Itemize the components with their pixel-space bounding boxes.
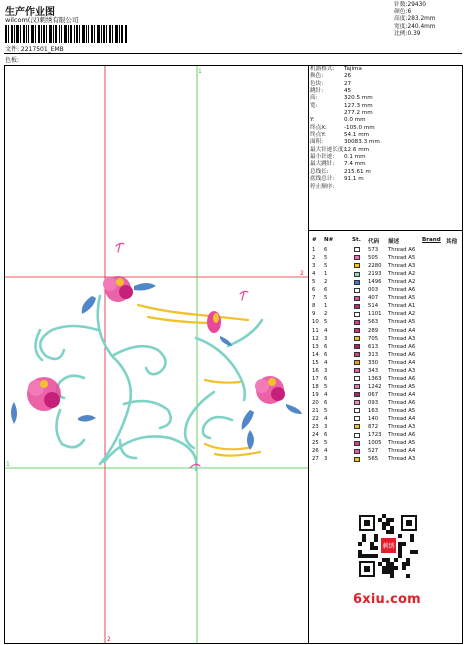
info-value: 12.6 mm bbox=[344, 146, 370, 153]
color-index: 9 bbox=[312, 311, 316, 318]
color-table-row bbox=[310, 327, 463, 335]
qr-module bbox=[390, 526, 394, 530]
axis2-bottom-label: 2 bbox=[107, 636, 111, 643]
color-desc: Thread A5 bbox=[388, 255, 416, 262]
info-value: 127.3 mm bbox=[344, 102, 373, 109]
qr-module bbox=[390, 530, 394, 534]
col-index: # bbox=[312, 237, 317, 243]
qr-module bbox=[390, 518, 394, 522]
qr-module bbox=[374, 546, 378, 550]
qr-module bbox=[386, 562, 390, 566]
color-index: 19 bbox=[312, 391, 319, 398]
info-key: 底线总计: bbox=[310, 176, 335, 183]
info-value: Tajima bbox=[344, 66, 362, 72]
color-needle: 4 bbox=[324, 359, 328, 366]
color-table-row bbox=[310, 262, 463, 270]
color-desc: Thread A6 bbox=[388, 399, 416, 406]
qr-module bbox=[378, 562, 382, 566]
color-desc: Thread A6 bbox=[388, 432, 416, 439]
flower-left bbox=[27, 377, 61, 411]
info-row bbox=[310, 95, 463, 102]
stat-width: 宽度:240.4mm bbox=[394, 23, 436, 30]
info-row bbox=[310, 73, 463, 80]
col-other: 其他 bbox=[446, 239, 458, 245]
color-swatch bbox=[354, 312, 360, 317]
flower-right bbox=[255, 376, 285, 404]
qr-module bbox=[386, 566, 390, 570]
color-needle: 2 bbox=[324, 279, 328, 286]
info-value: 320.5 mm bbox=[344, 95, 373, 102]
color-swatch bbox=[354, 457, 360, 462]
color-needle: 4 bbox=[324, 416, 328, 423]
color-needle: 6 bbox=[324, 375, 328, 382]
color-table-row bbox=[310, 367, 463, 375]
color-code: 093 bbox=[368, 399, 379, 406]
color-needle: 4 bbox=[324, 391, 328, 398]
color-desc: Thread A6 bbox=[388, 247, 416, 253]
flower-top bbox=[103, 276, 133, 302]
color-table-row bbox=[310, 351, 463, 359]
color-swatch bbox=[354, 247, 360, 252]
qr-module bbox=[370, 546, 374, 550]
info-row bbox=[310, 161, 463, 168]
color-needle: 6 bbox=[324, 343, 328, 350]
color-needle: 5 bbox=[324, 295, 328, 302]
info-value: 30083.3 mm bbox=[344, 139, 380, 146]
color-code: 003 bbox=[368, 287, 379, 294]
color-index: 6 bbox=[312, 287, 316, 294]
color-desc: Thread A6 bbox=[388, 287, 416, 294]
color-code: 573 bbox=[368, 247, 379, 253]
qr-module bbox=[390, 574, 394, 578]
color-index: 24 bbox=[312, 432, 319, 439]
info-value: 91.1 m bbox=[344, 176, 364, 183]
color-table-row bbox=[310, 310, 463, 318]
info-key: 跳针: bbox=[310, 88, 324, 95]
color-swatch bbox=[354, 320, 360, 325]
info-key: 停止顺序: bbox=[310, 183, 335, 190]
color-swatch bbox=[354, 255, 360, 260]
color-swatch bbox=[354, 360, 360, 365]
color-index: 8 bbox=[312, 303, 316, 310]
color-index: 15 bbox=[312, 359, 319, 366]
color-index: 3 bbox=[312, 263, 316, 270]
color-needle: 2 bbox=[324, 311, 328, 318]
qr-module bbox=[382, 570, 386, 574]
color-needle: 3 bbox=[324, 456, 328, 463]
info-key: 面积: bbox=[310, 139, 324, 146]
color-needle: 3 bbox=[324, 367, 328, 374]
qr-module bbox=[406, 562, 410, 566]
color-desc: Thread A6 bbox=[388, 375, 416, 382]
qr-module bbox=[386, 530, 390, 534]
qr-module bbox=[362, 534, 366, 538]
color-table-row bbox=[310, 391, 463, 399]
color-table-row bbox=[310, 447, 463, 455]
info-value: 54.1 mm bbox=[344, 132, 370, 139]
info-key: 宽: bbox=[310, 102, 318, 109]
color-swatch bbox=[354, 263, 360, 268]
color-swatch bbox=[354, 424, 360, 429]
info-row bbox=[310, 184, 463, 191]
info-value: 215.61 m bbox=[344, 168, 371, 175]
qr-module bbox=[410, 534, 414, 538]
color-needle: 5 bbox=[324, 319, 328, 326]
qr-module bbox=[394, 566, 398, 570]
color-code: 1496 bbox=[368, 279, 382, 286]
qr-module bbox=[386, 570, 390, 574]
qr-module bbox=[370, 542, 374, 546]
qr-module bbox=[402, 542, 406, 546]
color-code: 067 bbox=[368, 391, 379, 398]
qr-module bbox=[382, 558, 386, 562]
color-code: 407 bbox=[368, 295, 379, 302]
qr-module bbox=[386, 518, 390, 522]
color-code: 163 bbox=[368, 408, 379, 414]
col-brand: Brand bbox=[422, 237, 441, 243]
color-desc: Thread A3 bbox=[388, 367, 416, 374]
qr-module bbox=[390, 566, 394, 570]
info-row bbox=[310, 88, 463, 95]
color-desc: Thread A5 bbox=[388, 408, 416, 414]
color-table-row bbox=[310, 254, 463, 262]
qr-module bbox=[374, 534, 378, 538]
qr-badge-text: 刺绣 bbox=[382, 543, 395, 550]
info-value: 45 bbox=[344, 88, 352, 95]
color-index: 23 bbox=[312, 424, 319, 431]
qr-module bbox=[402, 562, 406, 566]
color-index: 26 bbox=[312, 448, 319, 455]
info-row bbox=[310, 139, 463, 146]
file-name: 文件: 2217501_EMB bbox=[5, 46, 64, 53]
color-index: 20 bbox=[312, 399, 319, 406]
color-index: 27 bbox=[312, 456, 319, 463]
info-row bbox=[310, 103, 463, 110]
info-key: 换色: bbox=[310, 73, 324, 80]
color-table-row bbox=[310, 407, 463, 415]
color-needle: 5 bbox=[324, 440, 328, 447]
color-desc: Thread A6 bbox=[388, 351, 416, 358]
page-title: 生产作业图 bbox=[5, 7, 55, 18]
info-value: 277.2 mm bbox=[344, 110, 373, 117]
color-needle: 3 bbox=[324, 335, 328, 342]
color-table-row bbox=[310, 375, 463, 383]
color-desc: Thread A1 bbox=[388, 303, 416, 310]
color-code: 1242 bbox=[368, 383, 382, 390]
color-code: 1363 bbox=[368, 375, 382, 382]
info-key: Y: bbox=[310, 117, 315, 124]
info-value: -105.0 mm bbox=[344, 124, 375, 131]
qr-module bbox=[390, 562, 394, 566]
stat-colors: 颜色:6 bbox=[394, 9, 412, 16]
color-code: 2280 bbox=[368, 263, 382, 270]
color-needle: 6 bbox=[324, 432, 328, 439]
qr-module bbox=[398, 542, 402, 546]
qr-module bbox=[366, 554, 370, 558]
color-swatch bbox=[354, 416, 360, 421]
color-code: 565 bbox=[368, 456, 379, 463]
qr-module bbox=[398, 534, 402, 538]
qr-module bbox=[358, 550, 362, 554]
color-code: 505 bbox=[368, 255, 379, 262]
info-key: 终点Y: bbox=[310, 132, 326, 139]
info-row bbox=[310, 66, 463, 73]
color-table-row bbox=[310, 359, 463, 367]
axis1-top-label: 1 bbox=[198, 68, 202, 75]
color-desc: Thread A6 bbox=[388, 343, 416, 350]
color-swatch bbox=[354, 336, 360, 341]
color-needle: 3 bbox=[324, 424, 328, 431]
info-value: 0.1 mm bbox=[344, 154, 366, 161]
color-code: 527 bbox=[368, 448, 379, 455]
color-index: 4 bbox=[312, 271, 316, 278]
color-needle: 6 bbox=[324, 247, 328, 253]
qr-module bbox=[358, 554, 362, 558]
color-swatch bbox=[354, 433, 360, 438]
qr-module bbox=[386, 522, 390, 526]
info-row bbox=[310, 125, 463, 132]
color-needle: 4 bbox=[324, 327, 328, 334]
color-table-header bbox=[310, 237, 463, 245]
qr-module bbox=[390, 570, 394, 574]
info-row bbox=[310, 176, 463, 183]
qr-module bbox=[398, 546, 402, 550]
color-index: 22 bbox=[312, 416, 319, 423]
qr-module bbox=[370, 554, 374, 558]
color-swatch bbox=[354, 344, 360, 349]
color-swatch bbox=[354, 296, 360, 301]
color-index: 17 bbox=[312, 375, 319, 382]
info-value: 26 bbox=[344, 73, 352, 80]
col-stop: St. bbox=[352, 237, 361, 243]
color-table-row bbox=[310, 415, 463, 423]
color-table-row bbox=[310, 270, 463, 278]
qr-module bbox=[398, 554, 402, 558]
flower-bud bbox=[207, 311, 221, 333]
info-key: 色块: bbox=[310, 80, 324, 87]
color-swatch bbox=[354, 441, 360, 446]
color-needle: 6 bbox=[324, 351, 328, 358]
color-code: 330 bbox=[368, 359, 379, 366]
color-index: 7 bbox=[312, 295, 316, 302]
color-index: 14 bbox=[312, 351, 319, 358]
color-table-row bbox=[310, 294, 463, 302]
stat-height: 高度:283.2mm bbox=[394, 16, 436, 23]
color-swatch bbox=[354, 408, 360, 413]
color-code: 563 bbox=[368, 319, 379, 326]
qr-module bbox=[382, 566, 386, 570]
info-value: 0.0 mm bbox=[344, 117, 366, 124]
color-needle: 1 bbox=[324, 303, 328, 310]
qr-module bbox=[398, 550, 402, 554]
color-swatch bbox=[354, 368, 360, 373]
color-table-row bbox=[310, 318, 463, 326]
info-row bbox=[310, 132, 463, 139]
color-table-row bbox=[310, 246, 463, 254]
color-desc: Thread A3 bbox=[388, 424, 416, 431]
info-key: 机器格式: bbox=[310, 66, 335, 72]
color-needle: 5 bbox=[324, 255, 328, 262]
color-code: 343 bbox=[368, 367, 379, 374]
color-swatch bbox=[354, 280, 360, 285]
info-value bbox=[342, 184, 344, 191]
qr-module bbox=[414, 550, 418, 554]
color-desc: Thread A4 bbox=[388, 416, 416, 423]
qr-module bbox=[382, 522, 386, 526]
color-desc: Thread A3 bbox=[388, 335, 416, 342]
color-swatch bbox=[354, 288, 360, 293]
col-desc: 描述 bbox=[388, 239, 400, 245]
info-row bbox=[310, 110, 463, 117]
color-code: 2193 bbox=[368, 271, 382, 278]
qr-module bbox=[406, 558, 410, 562]
qr-module bbox=[410, 538, 414, 542]
info-row bbox=[310, 117, 463, 124]
color-desc: Thread A2 bbox=[388, 271, 416, 278]
info-key: 最大针迹长度: bbox=[310, 146, 346, 153]
color-table-row bbox=[310, 343, 463, 351]
color-index: 21 bbox=[312, 408, 319, 414]
color-desc: Thread A4 bbox=[388, 448, 416, 455]
color-table-row bbox=[310, 439, 463, 447]
info-value: 7.4 mm bbox=[344, 161, 366, 168]
color-table-row bbox=[310, 431, 463, 439]
qr-module bbox=[358, 542, 362, 546]
color-desc: Thread A5 bbox=[388, 319, 416, 326]
color-swatch bbox=[354, 352, 360, 357]
stat-stitches: 针数:29430 bbox=[394, 2, 426, 8]
color-needle: 5 bbox=[324, 408, 328, 414]
color-index: 25 bbox=[312, 440, 319, 447]
qr-module bbox=[374, 554, 378, 558]
color-index: 18 bbox=[312, 383, 319, 390]
qr-module bbox=[386, 558, 390, 562]
color-needle: 4 bbox=[324, 448, 328, 455]
axis1-left-label: 1 bbox=[6, 461, 10, 468]
color-desc: Thread A4 bbox=[388, 327, 416, 334]
qr-module bbox=[362, 554, 366, 558]
color-table-row bbox=[310, 383, 463, 391]
color-index: 16 bbox=[312, 367, 319, 374]
color-code: 514 bbox=[368, 303, 379, 310]
color-code: 1101 bbox=[368, 311, 382, 318]
info-key: 终点X: bbox=[310, 124, 327, 131]
color-index: 2 bbox=[312, 255, 316, 262]
watermark-text: 6xiu.com bbox=[353, 592, 421, 607]
color-needle: 1 bbox=[324, 271, 328, 278]
col-needle: N# bbox=[324, 237, 334, 243]
color-swatch bbox=[354, 376, 360, 381]
info-key: 最大跳针: bbox=[310, 161, 335, 168]
color-index: 12 bbox=[312, 335, 319, 342]
color-desc: Thread A2 bbox=[388, 311, 416, 318]
qr-module bbox=[394, 558, 398, 562]
qr-module bbox=[410, 550, 414, 554]
color-needle: 6 bbox=[324, 287, 328, 294]
color-table-row bbox=[310, 335, 463, 343]
color-table-row bbox=[310, 302, 463, 310]
color-desc: Thread A3 bbox=[388, 263, 416, 270]
color-needle: 5 bbox=[324, 383, 328, 390]
color-index: 10 bbox=[312, 319, 319, 326]
info-key: 最小针迹: bbox=[310, 154, 335, 161]
qr-module bbox=[406, 574, 410, 578]
color-table-row bbox=[310, 455, 463, 463]
color-desc: Thread A4 bbox=[388, 359, 416, 366]
color-index: 1 bbox=[312, 247, 316, 253]
info-key bbox=[310, 110, 342, 117]
color-table-row bbox=[310, 286, 463, 294]
color-code: 705 bbox=[368, 335, 379, 342]
color-table-row bbox=[310, 423, 463, 431]
qr-code-image bbox=[358, 514, 418, 578]
color-swatch bbox=[354, 328, 360, 333]
color-swatch bbox=[354, 384, 360, 389]
company-name: wilcom(汉)刺绣有限公司 bbox=[5, 16, 79, 24]
qr-module bbox=[402, 566, 406, 570]
color-needle: 6 bbox=[324, 399, 328, 406]
col-code: 代码 bbox=[368, 239, 380, 245]
color-desc: Thread A4 bbox=[388, 391, 416, 398]
qr-module bbox=[382, 526, 386, 530]
color-desc: Thread A3 bbox=[388, 456, 416, 463]
axis2-right-label: 2 bbox=[300, 270, 304, 277]
color-needle: 5 bbox=[324, 263, 328, 270]
color-swatch bbox=[354, 304, 360, 309]
info-value: 27 bbox=[344, 80, 352, 87]
color-code: 872 bbox=[368, 424, 379, 431]
color-code: 1723 bbox=[368, 432, 382, 439]
color-label: 色板: bbox=[5, 57, 20, 64]
color-code: 613 bbox=[368, 343, 379, 350]
color-swatch bbox=[354, 400, 360, 405]
color-swatch bbox=[354, 272, 360, 277]
color-code: 313 bbox=[368, 351, 379, 358]
color-code: 289 bbox=[368, 327, 379, 334]
qr-module bbox=[374, 538, 378, 542]
stat-scale: 比例:0.39 bbox=[394, 30, 421, 37]
color-desc: Thread A5 bbox=[388, 440, 416, 447]
qr-module bbox=[382, 514, 386, 518]
color-code: 140 bbox=[368, 416, 379, 423]
color-desc: Thread A5 bbox=[388, 383, 416, 390]
color-index: 5 bbox=[312, 279, 316, 286]
color-index: 11 bbox=[312, 327, 319, 334]
info-key: 高: bbox=[310, 95, 318, 102]
color-table-row bbox=[310, 399, 463, 407]
color-desc: Thread A5 bbox=[388, 295, 416, 302]
color-code: 1005 bbox=[368, 440, 382, 447]
color-desc: Thread A2 bbox=[388, 279, 416, 286]
info-key: 总线长: bbox=[310, 168, 329, 175]
info-row bbox=[310, 81, 463, 88]
color-swatch bbox=[354, 449, 360, 454]
color-table-row bbox=[310, 278, 463, 286]
color-index: 13 bbox=[312, 343, 319, 350]
qr-module bbox=[362, 538, 366, 542]
design-info-panel bbox=[310, 66, 463, 191]
qr-module bbox=[378, 518, 382, 522]
color-swatch bbox=[354, 392, 360, 397]
